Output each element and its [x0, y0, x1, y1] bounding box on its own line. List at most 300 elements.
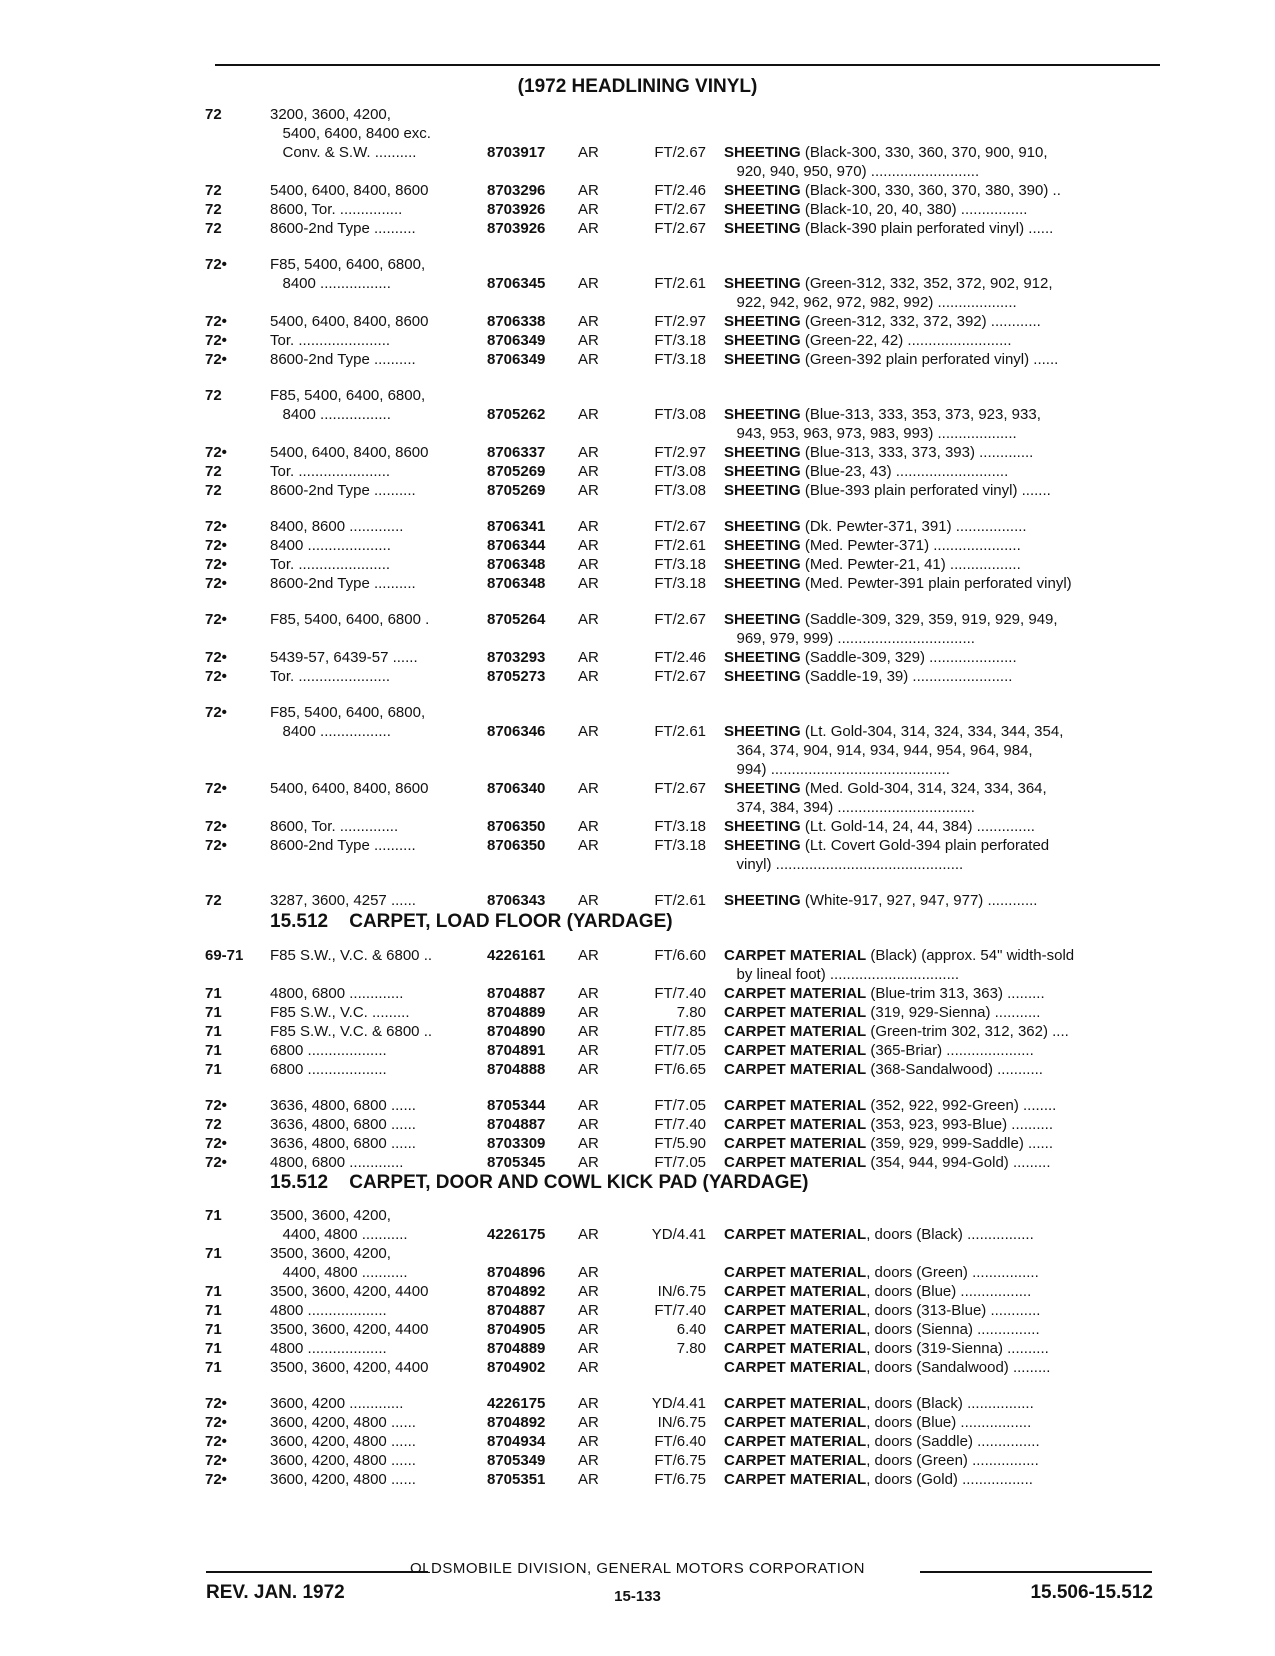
description [724, 517, 1164, 536]
model-list: Tor. ...................... [270, 332, 391, 349]
catalog-row [0, 1003, 1275, 1022]
description [724, 629, 1164, 648]
description [724, 1451, 1164, 1470]
description-text: (White-917, 927, 947, 977) ............ [800, 892, 1038, 909]
description [724, 779, 1164, 798]
model-year: 72• [205, 575, 227, 592]
model-year: 71 [205, 1023, 222, 1040]
description-keyword: SHEETING [724, 332, 801, 349]
quantity: AR [578, 201, 599, 218]
description-text: , doors (Gold) ................. [866, 1471, 1033, 1488]
description-text: 920, 940, 950, 970) .......................... [724, 163, 980, 180]
description [724, 1394, 1164, 1413]
part-number: 8703296 [487, 182, 546, 199]
unit-price: FT/6.60 [654, 947, 706, 964]
description-text: 922, 942, 962, 972, 982, 992) ................... [724, 294, 1017, 311]
description [724, 855, 1164, 874]
quantity: AR [578, 1116, 599, 1133]
model-year: 72• [205, 837, 227, 854]
description [724, 1282, 1164, 1301]
description-keyword: SHEETING [724, 482, 801, 499]
catalog-row [0, 1244, 1275, 1263]
catalog-row [0, 836, 1275, 855]
catalog-row [0, 1432, 1275, 1451]
description [724, 405, 1164, 424]
model-list: 3600, 4200, 4800 ...... [270, 1452, 416, 1469]
description-text: 943, 953, 963, 973, 983, 993) ................... [724, 425, 1017, 442]
description-text: (Black-10, 20, 40, 380) ................ [800, 201, 1028, 218]
model-year: 72• [205, 1097, 227, 1114]
description-text: (354, 944, 994-Gold) ......... [866, 1154, 1051, 1171]
model-year: 71 [205, 1004, 222, 1021]
quantity: AR [578, 1135, 599, 1152]
unit-price: 7.80 [676, 1340, 706, 1357]
model-list: 5400, 6400, 8400, 8600 [270, 444, 429, 461]
description-text: , doors (Green) ................ [866, 1452, 1039, 1469]
model-list: 3500, 3600, 4200, [270, 1207, 391, 1224]
unit-price: FT/7.40 [654, 985, 706, 1002]
quantity: AR [578, 1452, 599, 1469]
unit-price: FT/7.85 [654, 1023, 706, 1040]
catalog-row [0, 124, 1275, 143]
model-year: 72• [205, 1154, 227, 1171]
description-keyword: CARPET MATERIAL [724, 1061, 867, 1078]
description-text: (352, 922, 992-Green) ........ [866, 1097, 1057, 1114]
catalog-row [0, 1153, 1275, 1172]
part-number: 8704892 [487, 1283, 546, 1300]
description-text: 994) ........................................... [724, 761, 950, 778]
description [724, 836, 1164, 855]
catalog-row [0, 1041, 1275, 1060]
model-year: 72• [205, 1433, 227, 1450]
unit-price: FT/2.61 [654, 892, 706, 909]
catalog-row [0, 984, 1275, 1003]
catalog-row [0, 1225, 1275, 1244]
unit-price: FT/3.18 [654, 556, 706, 573]
part-number: 8704934 [487, 1433, 546, 1450]
description-text: (Black-300, 330, 360, 370, 380, 390) .. [800, 182, 1061, 199]
model-list: 4400, 4800 ........... [270, 1226, 408, 1243]
description-keyword: CARPET MATERIAL [724, 1321, 867, 1338]
part-number: 8704887 [487, 1302, 546, 1319]
description-keyword: CARPET MATERIAL [724, 1226, 867, 1243]
description-keyword: CARPET MATERIAL [724, 1264, 867, 1281]
description [724, 219, 1164, 238]
description-keyword: SHEETING [724, 406, 801, 423]
model-list: 3500, 3600, 4200, 4400 [270, 1321, 429, 1338]
description-text: (Med. Pewter-371) ..................... [800, 537, 1021, 554]
part-number: 8705345 [487, 1154, 546, 1171]
model-list: 8400 ................. [270, 723, 391, 740]
description-text: (Black-300, 330, 360, 370, 900, 910, [800, 144, 1048, 161]
model-year: 72• [205, 351, 227, 368]
model-list: 8600-2nd Type .......... [270, 575, 416, 592]
description-text: (Saddle-19, 39) ........................ [800, 668, 1013, 685]
model-list: F85 S.W., V.C. & 6800 .. [270, 947, 433, 964]
description-text: (Med. Gold-304, 314, 324, 334, 364, [800, 780, 1047, 797]
catalog-row [0, 536, 1275, 555]
description-keyword: CARPET MATERIAL [724, 1042, 867, 1059]
unit-price: FT/2.46 [654, 649, 706, 666]
description-keyword: SHEETING [724, 275, 801, 292]
description-text: (365-Briar) ..................... [866, 1042, 1034, 1059]
quantity: AR [578, 837, 599, 854]
model-year: 72• [205, 556, 227, 573]
model-list: 5400, 6400, 8400 exc. [270, 125, 431, 142]
model-year: 71 [205, 1340, 222, 1357]
catalog-row [0, 798, 1275, 817]
quantity: AR [578, 406, 599, 423]
quantity: AR [578, 444, 599, 461]
catalog-row [0, 405, 1275, 424]
description-text: (319, 929-Sienna) ........... [866, 1004, 1041, 1021]
section-title: (1972 HEADLINING VINYL) [517, 76, 758, 97]
model-year: 71 [205, 1359, 222, 1376]
catalog-row [0, 443, 1275, 462]
model-list: 3287, 3600, 4257 ...... [270, 892, 416, 909]
unit-price: FT/2.97 [654, 313, 706, 330]
description-keyword: SHEETING [724, 537, 801, 554]
catalog-row [0, 1115, 1275, 1134]
description-keyword: SHEETING [724, 351, 801, 368]
description-keyword: CARPET MATERIAL [724, 1414, 867, 1431]
quantity: AR [578, 1004, 599, 1021]
unit-price: FT/3.18 [654, 351, 706, 368]
description-keyword: SHEETING [724, 556, 801, 573]
description-keyword: SHEETING [724, 463, 801, 480]
part-number: 8703926 [487, 220, 546, 237]
model-list: 6800 ................... [270, 1061, 387, 1078]
description [724, 200, 1164, 219]
unit-price: FT/3.18 [654, 818, 706, 835]
unit-price: YD/4.41 [651, 1395, 706, 1412]
unit-price: FT/6.75 [654, 1471, 706, 1488]
description-keyword: CARPET MATERIAL [724, 1452, 867, 1469]
description [724, 462, 1164, 481]
part-number: 8706344 [487, 537, 546, 554]
description [724, 1022, 1164, 1041]
catalog-row [0, 481, 1275, 500]
section-title: 15.512 CARPET, DOOR AND COWL KICK PAD (YARDAGE) [270, 1172, 809, 1193]
catalog-row [0, 1339, 1275, 1358]
catalog-row [0, 274, 1275, 293]
model-list: 8600-2nd Type .......... [270, 837, 416, 854]
quantity: AR [578, 1154, 599, 1171]
part-number: 8705269 [487, 482, 546, 499]
model-year: 72• [205, 313, 227, 330]
model-list: F85, 5400, 6400, 6800, [270, 256, 426, 273]
quantity: AR [578, 649, 599, 666]
model-list: 8400, 8600 ............. [270, 518, 404, 535]
description-text: (Saddle-309, 329) ..................... [800, 649, 1017, 666]
part-number: 8706340 [487, 780, 546, 797]
model-list: Conv. & S.W. .......... [270, 144, 417, 161]
description [724, 1225, 1164, 1244]
part-number: 8703926 [487, 201, 546, 218]
description-text: 364, 374, 904, 914, 934, 944, 954, 964, 984, [724, 742, 1033, 759]
model-list: 3500, 3600, 4200, 4400 [270, 1359, 429, 1376]
model-year: 72• [205, 256, 227, 273]
description-text: (Med. Pewter-391 plain perforated vinyl) [800, 575, 1072, 592]
catalog-row [0, 629, 1275, 648]
description-keyword: SHEETING [724, 649, 801, 666]
catalog-row [0, 667, 1275, 686]
description [724, 1134, 1164, 1153]
description-keyword: CARPET MATERIAL [724, 1023, 867, 1040]
description-text: 374, 384, 394) ................................. [724, 799, 975, 816]
model-year: 72 [205, 482, 222, 499]
description [724, 1470, 1164, 1489]
description-text: (353, 923, 993-Blue) .......... [866, 1116, 1053, 1133]
description [724, 1358, 1164, 1377]
description-text: (Green-312, 332, 352, 372, 902, 912, [800, 275, 1053, 292]
catalog-row [0, 219, 1275, 238]
description [724, 143, 1164, 162]
catalog-row [0, 648, 1275, 667]
unit-price: FT/7.05 [654, 1042, 706, 1059]
quantity: AR [578, 518, 599, 535]
part-number: 4226161 [487, 947, 546, 964]
catalog-row [0, 386, 1275, 405]
model-list: 3600, 4200 ............. [270, 1395, 404, 1412]
model-list: 3636, 4800, 6800 ...... [270, 1097, 416, 1114]
unit-price: 6.40 [676, 1321, 706, 1338]
model-year: 71 [205, 1283, 222, 1300]
model-year: 72• [205, 1471, 227, 1488]
description-keyword: SHEETING [724, 575, 801, 592]
part-number: 8704890 [487, 1023, 546, 1040]
quantity: AR [578, 1414, 599, 1431]
section-range: 15.506-15.512 [1030, 1582, 1153, 1603]
model-list: 4400, 4800 ........... [270, 1264, 408, 1281]
model-year: 72 [205, 220, 222, 237]
catalog-row [0, 424, 1275, 443]
unit-price: FT/3.18 [654, 332, 706, 349]
description-keyword: CARPET MATERIAL [724, 947, 867, 964]
quantity: AR [578, 723, 599, 740]
model-list: 5400, 6400, 8400, 8600 [270, 182, 429, 199]
description-text: (Green-22, 42) ......................... [800, 332, 1012, 349]
description-keyword: CARPET MATERIAL [724, 1433, 867, 1450]
description-keyword: SHEETING [724, 313, 801, 330]
model-year: 72 [205, 1116, 222, 1133]
unit-price: FT/6.65 [654, 1061, 706, 1078]
quantity: AR [578, 220, 599, 237]
quantity: AR [578, 1283, 599, 1300]
description [724, 312, 1164, 331]
catalog-row [0, 255, 1275, 274]
catalog-row [0, 817, 1275, 836]
description [724, 667, 1164, 686]
description-text: , doors (Sandalwood) ......... [866, 1359, 1051, 1376]
model-list: 3636, 4800, 6800 ...... [270, 1116, 416, 1133]
model-list: F85, 5400, 6400, 6800, [270, 387, 426, 404]
unit-price: FT/2.97 [654, 444, 706, 461]
part-number: 8703309 [487, 1135, 546, 1152]
description-text: (368-Sandalwood) ........... [866, 1061, 1043, 1078]
catalog-row [0, 517, 1275, 536]
unit-price: FT/5.90 [654, 1135, 706, 1152]
description [724, 798, 1164, 817]
part-number: 8704889 [487, 1004, 546, 1021]
catalog-row [0, 1358, 1275, 1377]
model-list: 3500, 3600, 4200, 4400 [270, 1283, 429, 1300]
catalog-row [0, 779, 1275, 798]
description-keyword: CARPET MATERIAL [724, 1097, 867, 1114]
description [724, 1153, 1164, 1172]
catalog-row [0, 1022, 1275, 1041]
description-text: , doors (319-Sienna) .......... [866, 1340, 1049, 1357]
description [724, 350, 1164, 369]
model-year: 72 [205, 182, 222, 199]
quantity: AR [578, 1321, 599, 1338]
description-keyword: SHEETING [724, 444, 801, 461]
quantity: AR [578, 537, 599, 554]
description-keyword: SHEETING [724, 182, 801, 199]
model-year: 71 [205, 1321, 222, 1338]
quantity: AR [578, 556, 599, 573]
description-text: vinyl) ............................................. [724, 856, 964, 873]
description-text: (Dk. Pewter-371, 391) ................. [800, 518, 1027, 535]
description-keyword: SHEETING [724, 892, 801, 909]
section-title: 15.512 CARPET, LOAD FLOOR (YARDAGE) [270, 911, 673, 932]
quantity: AR [578, 275, 599, 292]
part-number: 8706341 [487, 518, 546, 535]
part-number: 8706346 [487, 723, 546, 740]
description [724, 424, 1164, 443]
model-year: 72 [205, 892, 222, 909]
description-text: , doors (313-Blue) ............ [866, 1302, 1041, 1319]
quantity: AR [578, 1471, 599, 1488]
description [724, 610, 1164, 629]
description-keyword: CARPET MATERIAL [724, 1283, 867, 1300]
unit-price: FT/2.61 [654, 537, 706, 554]
description [724, 1339, 1164, 1358]
model-list: Tor. ...................... [270, 463, 391, 480]
model-year: 72 [205, 106, 222, 123]
description-text: (Green-trim 302, 312, 362) .... [866, 1023, 1069, 1040]
description-keyword: CARPET MATERIAL [724, 1359, 867, 1376]
model-list: 8400 ................. [270, 275, 391, 292]
model-year: 72 [205, 201, 222, 218]
catalog-row [0, 331, 1275, 350]
catalog-row [0, 722, 1275, 741]
description [724, 536, 1164, 555]
description-text: (Blue-393 plain perforated vinyl) ....... [800, 482, 1051, 499]
model-year: 69-71 [205, 947, 244, 964]
description [724, 1060, 1164, 1079]
catalog-row [0, 1206, 1275, 1225]
description-text: by lineal foot) ............................... [724, 966, 960, 983]
model-year: 72• [205, 649, 227, 666]
part-number: 8706338 [487, 313, 546, 330]
part-number: 8705264 [487, 611, 546, 628]
part-number: 8704887 [487, 985, 546, 1002]
part-number: 8706337 [487, 444, 546, 461]
description-text: (359, 929, 999-Saddle) ...... [866, 1135, 1054, 1152]
description-keyword: SHEETING [724, 518, 801, 535]
description [724, 1096, 1164, 1115]
description [724, 1041, 1164, 1060]
description-text: , doors (Blue) ................. [866, 1283, 1032, 1300]
part-number: 8706349 [487, 332, 546, 349]
quantity: AR [578, 947, 599, 964]
description [724, 443, 1164, 462]
description [724, 760, 1164, 779]
part-number: 8704891 [487, 1042, 546, 1059]
quantity: AR [578, 1395, 599, 1412]
description-text: (Black) (approx. 54" width-sold [866, 947, 1075, 964]
model-list: 3500, 3600, 4200, [270, 1245, 391, 1262]
catalog-row [0, 1060, 1275, 1079]
catalog-row [0, 1394, 1275, 1413]
model-year: 72• [205, 332, 227, 349]
description-text: (Green-392 plain perforated vinyl) ...... [800, 351, 1059, 368]
model-list: 8600, Tor. .............. [270, 818, 399, 835]
page-number: 15-133 [614, 1588, 661, 1605]
description-text: , doors (Saddle) ............... [866, 1433, 1040, 1450]
part-number: 8706350 [487, 837, 546, 854]
description-keyword: SHEETING [724, 818, 801, 835]
unit-price: FT/7.40 [654, 1116, 706, 1133]
model-list: 8600-2nd Type .......... [270, 351, 416, 368]
model-year: 72• [205, 1395, 227, 1412]
part-number: 8705273 [487, 668, 546, 685]
catalog-row [0, 965, 1275, 984]
quantity: AR [578, 463, 599, 480]
unit-price: FT/3.18 [654, 837, 706, 854]
model-year: 72 [205, 463, 222, 480]
description-text: (Blue-trim 313, 363) ......... [866, 985, 1045, 1002]
model-list: 5439-57, 6439-57 ...... [270, 649, 418, 666]
description-keyword: SHEETING [724, 201, 801, 218]
part-number: 8706350 [487, 818, 546, 835]
description [724, 946, 1164, 965]
model-list: 3600, 4200, 4800 ...... [270, 1414, 416, 1431]
catalog-row [0, 181, 1275, 200]
quantity: AR [578, 1302, 599, 1319]
model-year: 72• [205, 518, 227, 535]
part-number: 8704896 [487, 1264, 546, 1281]
model-list: F85, 5400, 6400, 6800, [270, 704, 426, 721]
model-year: 72• [205, 668, 227, 685]
model-year: 71 [205, 1207, 222, 1224]
model-year: 72• [205, 1135, 227, 1152]
model-list: 4800 ................... [270, 1302, 387, 1319]
description-keyword: CARPET MATERIAL [724, 1302, 867, 1319]
unit-price: YD/4.41 [651, 1226, 706, 1243]
description-text: (Lt. Covert Gold-394 plain perforated [800, 837, 1050, 854]
unit-price: FT/7.40 [654, 1302, 706, 1319]
unit-price: FT/3.08 [654, 406, 706, 423]
unit-price: FT/2.67 [654, 668, 706, 685]
quantity: AR [578, 1433, 599, 1450]
description-keyword: CARPET MATERIAL [724, 1004, 867, 1021]
top-rule [215, 64, 1160, 66]
model-year: 72• [205, 444, 227, 461]
catalog-row [0, 946, 1275, 965]
part-number: 8705349 [487, 1452, 546, 1469]
part-number: 8703917 [487, 144, 546, 161]
description-keyword: CARPET MATERIAL [724, 1395, 867, 1412]
quantity: AR [578, 985, 599, 1002]
catalog-row [0, 1470, 1275, 1489]
model-list: 5400, 6400, 8400, 8600 [270, 313, 429, 330]
part-number: 8706349 [487, 351, 546, 368]
part-number: 8705344 [487, 1097, 546, 1114]
catalog-row [0, 855, 1275, 874]
quantity: AR [578, 182, 599, 199]
